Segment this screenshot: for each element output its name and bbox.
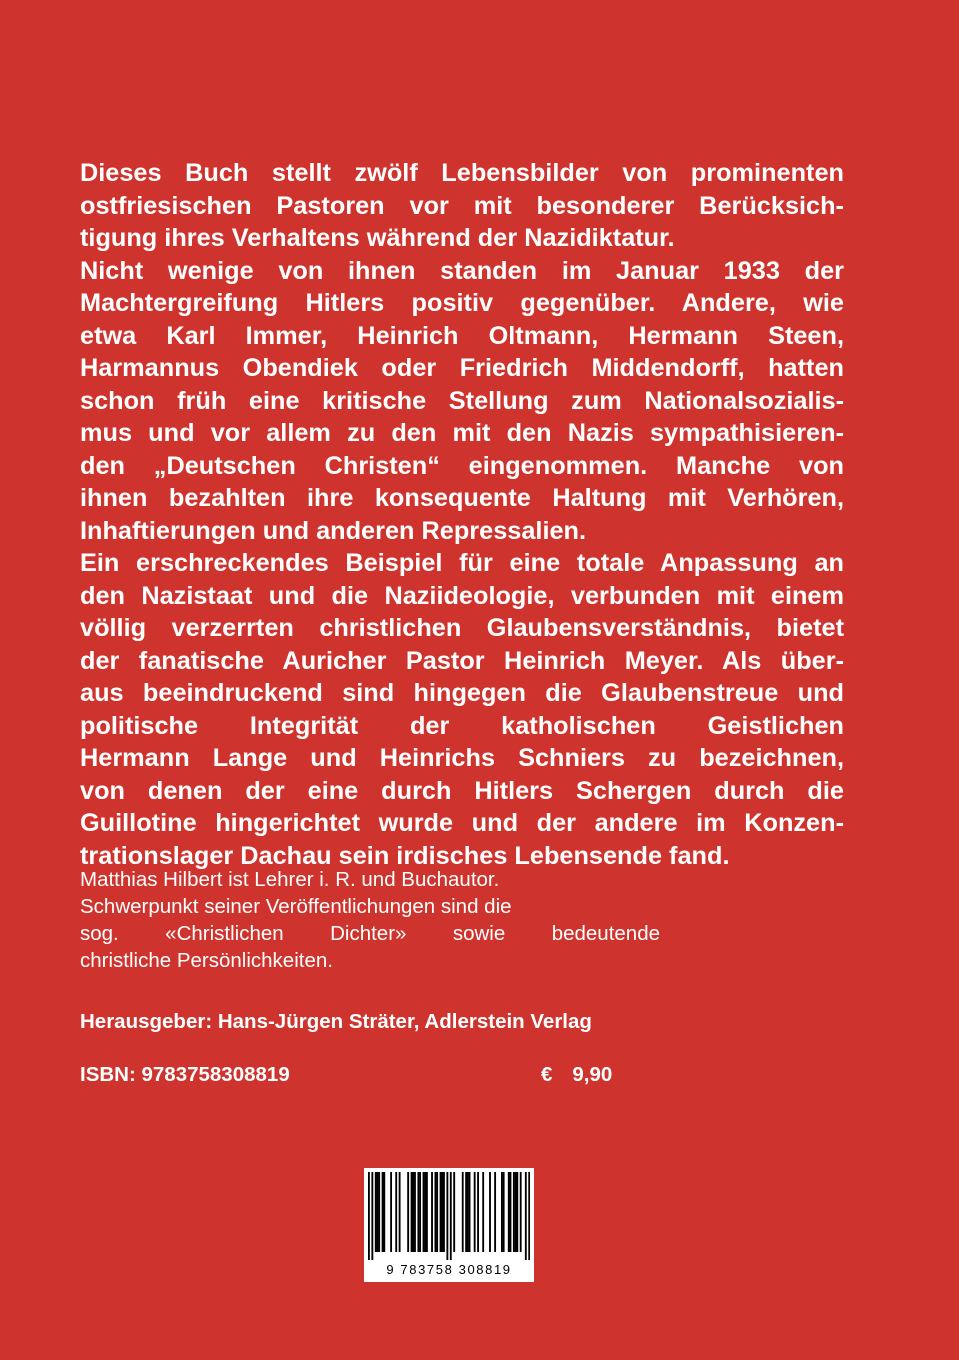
barcode-bar xyxy=(368,1172,370,1260)
barcode-bar xyxy=(375,1172,377,1252)
barcode-bar xyxy=(414,1172,416,1252)
price xyxy=(541,1063,612,1087)
description-line: Hermann Lange und Heinrichs Schniers zu bezeichnen, xyxy=(80,744,844,772)
price-amount: 9,90 xyxy=(572,1063,613,1086)
bio-line: christliche Persönlichkeiten. xyxy=(80,949,333,972)
description-line: trationslager Dachau sein irdisches Lebensende fand. xyxy=(80,841,730,870)
book-description xyxy=(80,157,844,872)
description-line: schon früh eine kritische Stellung zum Nationalsozialis- xyxy=(80,386,844,415)
barcode-bar xyxy=(469,1172,471,1252)
barcode-bar xyxy=(378,1172,380,1252)
description-line: Harmannus Obendiek oder Friedrich Middendorff, hatten xyxy=(80,354,844,382)
description-line: den Nazistaat und die Naziideologie, verbunden mit einem xyxy=(80,581,844,610)
barcode-bar xyxy=(477,1172,479,1252)
bio-line: Matthias Hilbert ist Lehrer i. R. und Buchautor. xyxy=(80,868,500,891)
barcode-bar xyxy=(417,1172,419,1252)
barcode-bar xyxy=(462,1172,464,1252)
barcode-bar xyxy=(508,1172,510,1252)
barcode-bar xyxy=(441,1172,443,1252)
description-line: ostfriesischen Pastoren vor mit besonderer Berücksich- xyxy=(80,191,844,220)
barcode-bar xyxy=(525,1172,527,1260)
barcode-bar xyxy=(446,1172,448,1260)
barcode-bar xyxy=(436,1172,438,1252)
barcode-bar xyxy=(501,1172,503,1252)
barcode-digits: 9 783758 308819 xyxy=(386,1262,512,1277)
barcode-bar xyxy=(450,1172,452,1260)
barcode-bar xyxy=(465,1172,467,1252)
bio-line: Schwerpunkt seiner Veröffentlichungen sind die xyxy=(80,895,512,918)
description-line: Dieses Buch stellt zwölf Lebensbilder von prominenten xyxy=(80,159,844,187)
barcode-bar xyxy=(453,1172,455,1252)
barcode-bar xyxy=(395,1172,397,1252)
barcode-bar xyxy=(510,1172,512,1252)
barcode-bar xyxy=(515,1172,517,1252)
barcode-bar xyxy=(474,1172,476,1252)
barcode-bar xyxy=(371,1172,373,1260)
barcode-bars xyxy=(368,1172,530,1260)
barcode-bar xyxy=(407,1172,409,1252)
barcode-bar xyxy=(516,1172,518,1252)
isbn-label: ISBN: 9783758308819 xyxy=(80,1063,290,1086)
description-line: den „Deutschen Christen“ eingenommen. Manche von xyxy=(80,451,844,480)
description-line: aus beeindruckend sind hingegen die Glaubenstreue und xyxy=(80,679,844,707)
barcode-bar xyxy=(494,1172,496,1252)
description-line: Inhaftierungen und anderen Repressalien. xyxy=(80,516,587,545)
author-bio xyxy=(80,866,660,974)
barcode-bar xyxy=(489,1172,491,1252)
barcode-bar xyxy=(399,1172,401,1252)
description-line: völlig verzerrten christlichen Glaubensverständnis, bietet xyxy=(80,614,844,642)
description-line: politische Integrität der katholischen Geistlichen xyxy=(80,711,844,740)
barcode xyxy=(364,1168,534,1282)
barcode-bar xyxy=(440,1172,442,1252)
description-line: der fanatische Auricher Pastor Heinrich Meyer. Als über- xyxy=(80,646,844,675)
description-line: Nicht wenige von ihnen standen im Januar 1933 der xyxy=(80,256,844,285)
barcode-bar xyxy=(412,1172,414,1252)
barcode-bar xyxy=(377,1172,379,1252)
barcode-bar xyxy=(424,1172,426,1252)
description-line: tigung ihres Verhaltens während der Nazidiktatur. xyxy=(80,224,675,252)
barcode-bar xyxy=(520,1172,522,1252)
barcode-bar xyxy=(435,1172,437,1252)
barcode-bar xyxy=(467,1172,469,1252)
description-line: ihnen bezahlten ihre konsequente Haltung mit Verhören, xyxy=(80,484,844,512)
bio-line: sog. «Christlichen Dichter» sowie bedeutende xyxy=(80,922,660,945)
barcode-bar xyxy=(382,1172,384,1252)
publisher-line: Herausgeber: Hans-Jürgen Sträter, Adlerstein Verlag xyxy=(80,1010,592,1033)
description-line: Machtergreifung Hitlers positiv gegenüber. Andere, wie xyxy=(80,289,844,317)
barcode-bar xyxy=(513,1172,515,1252)
barcode-bar xyxy=(431,1172,433,1252)
description-line: Ein erschreckendes Beispiel für eine totale Anpassung an xyxy=(80,549,844,577)
barcode-bar xyxy=(482,1172,484,1252)
barcode-bar xyxy=(419,1172,421,1252)
barcode-bar xyxy=(423,1172,425,1252)
description-line: Guillotine hingerichtet wurde und der andere im Konzen- xyxy=(80,809,844,837)
description-line: von denen der eine durch Hitlers Schergen durch die xyxy=(80,776,844,805)
barcode-bar xyxy=(383,1172,385,1252)
barcode-bar xyxy=(528,1172,530,1260)
barcode-bar xyxy=(503,1172,505,1252)
barcode-bar xyxy=(411,1172,413,1252)
barcode-bar xyxy=(426,1172,428,1252)
barcode-bar xyxy=(443,1172,445,1252)
description-line: mus und vor allem zu den mit den Nazis sympathisieren- xyxy=(80,419,844,447)
currency-symbol: € xyxy=(541,1063,553,1086)
barcode-bar xyxy=(390,1172,392,1252)
description-line: etwa Karl Immer, Heinrich Oltmann, Hermann Steen, xyxy=(80,321,844,350)
